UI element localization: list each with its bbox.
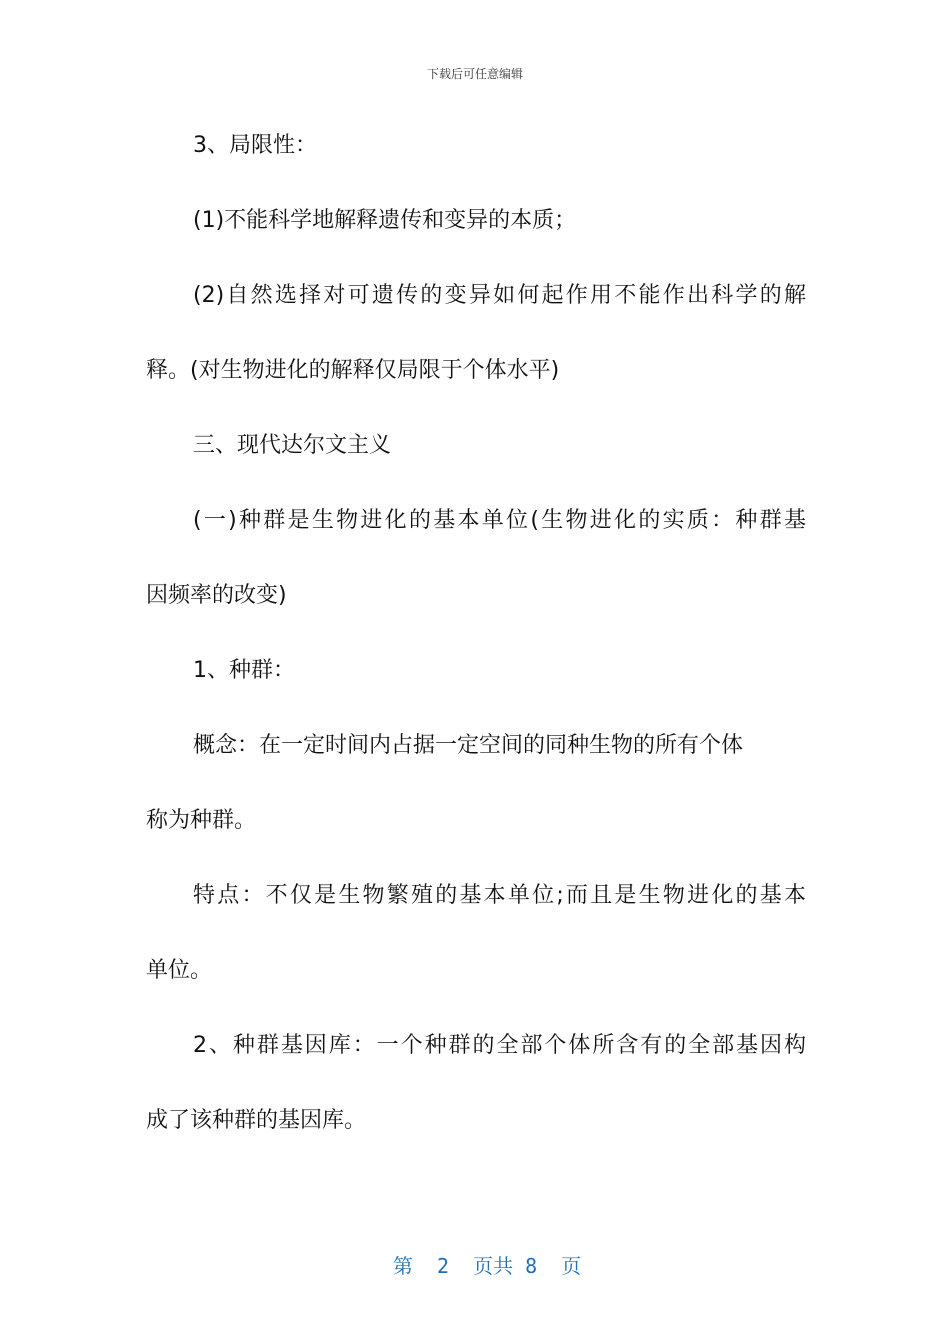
- text-line: 3、局限性：: [193, 133, 317, 158]
- text-line: (一)种群是生物进化的基本单位(生物进化的实质：种群基: [193, 508, 806, 533]
- text-line: 特点：不仅是生物繁殖的基本单位;而且是生物进化的基本: [193, 883, 806, 908]
- page-header: [0, 66, 950, 82]
- text-line: 2、种群基因库：一个种群的全部个体所含有的全部基因构: [193, 1033, 806, 1058]
- text-line: (1)不能科学地解释遗传和变异的本质；: [193, 208, 577, 233]
- text-line: 概念：在一定时间内占据一定空间的同种生物的所有个体: [193, 733, 744, 758]
- text-line: (2)自然选择对可遗传的变异如何起作用不能作出科学的解: [193, 283, 806, 308]
- text-line: 单位。: [146, 958, 213, 983]
- document-body: [146, 120, 806, 1170]
- header-note: 下载后可任意编辑: [426, 67, 523, 81]
- text-line: 因频率的改变): [146, 583, 287, 608]
- text-line: 称为种群。: [146, 808, 257, 833]
- text-line: 1、种群：: [193, 658, 295, 683]
- page-number-label: 第 2 页共 8 页: [392, 1254, 582, 1278]
- text-line: 释。(对生物进化的解释仅局限于个体水平): [146, 358, 560, 383]
- page-footer: [0, 1224, 950, 1280]
- text-line: 成了该种群的基因库。: [146, 1108, 367, 1133]
- section-heading: 三、现代达尔文主义: [193, 433, 392, 458]
